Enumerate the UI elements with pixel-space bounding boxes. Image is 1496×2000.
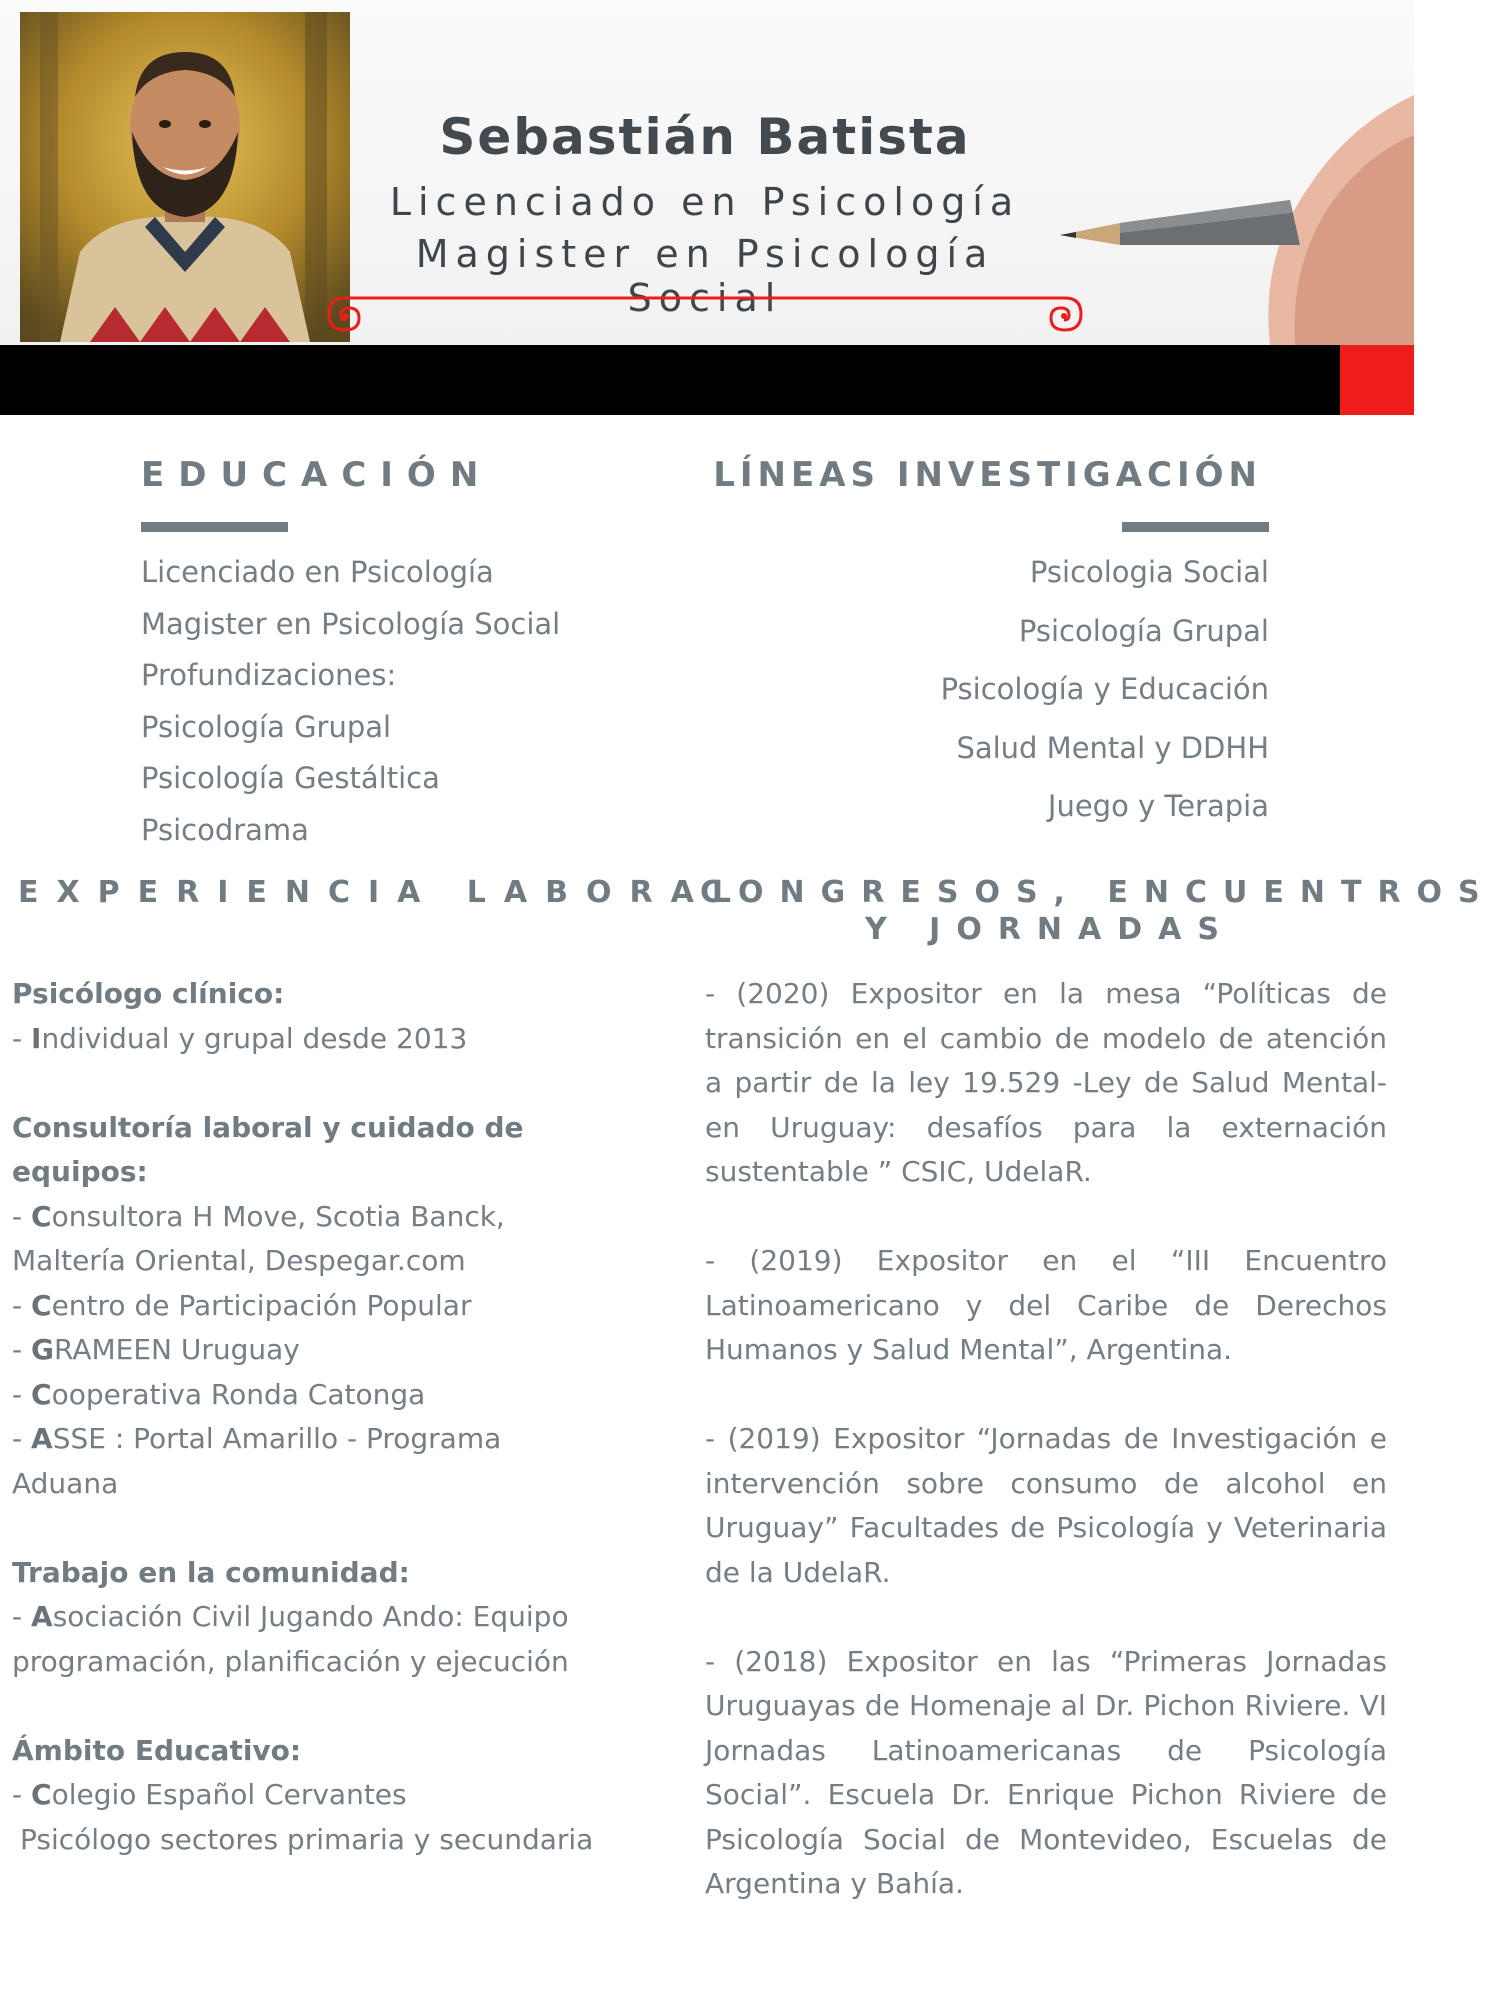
research-item: Psicología y Educación xyxy=(940,672,1269,706)
education-item: Licenciado en Psicología xyxy=(141,555,494,589)
education-list xyxy=(141,552,560,861)
experience-item: - Colegio Español Cervantes xyxy=(12,1778,407,1811)
experience-note: Psicólogo sectores primaria y secundaria xyxy=(20,1822,594,1856)
red-accent-block xyxy=(1340,345,1414,415)
education-item: Magister en Psicología Social xyxy=(141,606,561,641)
person-name: Sebastián Batista xyxy=(439,108,971,166)
congresos-title-line1: CONGRESOS, ENCUENTROS xyxy=(700,875,1496,910)
experience-item: - Centro de Participación Popular xyxy=(12,1288,472,1322)
education-item: Psicodrama xyxy=(141,812,309,847)
experience-heading: Ámbito Educativo: xyxy=(12,1733,302,1767)
research-item: Salud Mental y DDHH xyxy=(956,730,1269,765)
research-item: Psicología Grupal xyxy=(1018,613,1269,648)
research-underline xyxy=(1122,522,1269,532)
congreso-entry: - (2020) Expositor en la mesa “Políticas de transición en el cambio de modelo de atención a partir de la ley 19.529 -Ley de Salud Mental- en Uruguay: desafíos para la externación sustentable ” CSIC, UdelaR. xyxy=(705,977,1387,1188)
experience-section xyxy=(12,972,642,1862)
profile-photo xyxy=(20,12,350,342)
congresos-section xyxy=(705,972,1387,1951)
experience-heading: Psicólogo clínico: xyxy=(12,977,285,1010)
experience-heading: Trabajo en la comunidad: xyxy=(12,1555,410,1589)
education-item: Psicología Gestáltica xyxy=(141,761,440,795)
experience-item: - GRAMEEN Uruguay xyxy=(12,1333,300,1366)
education-item: Profundizaciones: xyxy=(141,658,397,692)
congreso-entry: - (2018) Expositor en las “Primeras Jornadas Uruguayas de Homenaje al Dr. Pichon Riviere. VI Jornadas Latinoamericanas de Psicología Social”. Escuela Dr. Enrique Pichon Riviere de Psicología Social de Montevideo, Escuelas de Argentina y Bahía. xyxy=(705,1644,1387,1900)
hand-pencil-icon xyxy=(1060,95,1414,345)
research-item: Psicologia Social xyxy=(1029,555,1269,589)
header-banner xyxy=(0,0,1414,345)
experience-item: - Consultora H Move, Scotia Banck, Maltería Oriental, Despegar.com xyxy=(12,1199,505,1277)
research-title: LÍNEAS INVESTIGACIÓN xyxy=(713,455,1262,495)
congreso-entry: - (2019) Expositor “Jornadas de Investigación e intervención sobre consumo de alcohol en Uruguay” Facultades de Psicología y Veterinaria de la UdelaR. xyxy=(705,1422,1387,1589)
black-divider-bar xyxy=(0,345,1340,415)
congreso-entry: - (2019) Expositor en el “III Encuentro Latinoamericano y del Caribe de Derechos Humanos y Salud Mental”, Argentina. xyxy=(705,1244,1387,1366)
research-item: Juego y Terapia xyxy=(1047,789,1269,823)
education-title: EDUCACIÓN xyxy=(141,455,493,495)
masters-subtitle: Magister en Psicología Social xyxy=(415,232,995,320)
degree-subtitle: Licenciado en Psicología xyxy=(389,180,1021,224)
experience-heading: Consultoría laboral y cuidado de equipos: xyxy=(12,1110,524,1188)
congresos-title-line2: Y JORNADAS xyxy=(865,912,1235,947)
red-ornament-divider xyxy=(325,290,1085,340)
experience-title: EXPERIENCIA LABORAL xyxy=(18,875,749,910)
experience-item: - Cooperativa Ronda Catonga xyxy=(12,1377,426,1411)
portrait-illustration xyxy=(20,12,350,342)
research-list xyxy=(941,552,1269,845)
education-underline xyxy=(141,522,288,532)
experience-item: - Individual y grupal desde 2013 xyxy=(12,1021,468,1055)
education-item: Psicología Grupal xyxy=(141,709,392,744)
experience-item: - ASSE : Portal Amarillo - Programa Aduana xyxy=(12,1422,502,1500)
experience-item: - Asociación Civil Jugando Ando: Equipo programación, planificación y ejecución xyxy=(12,1600,569,1678)
